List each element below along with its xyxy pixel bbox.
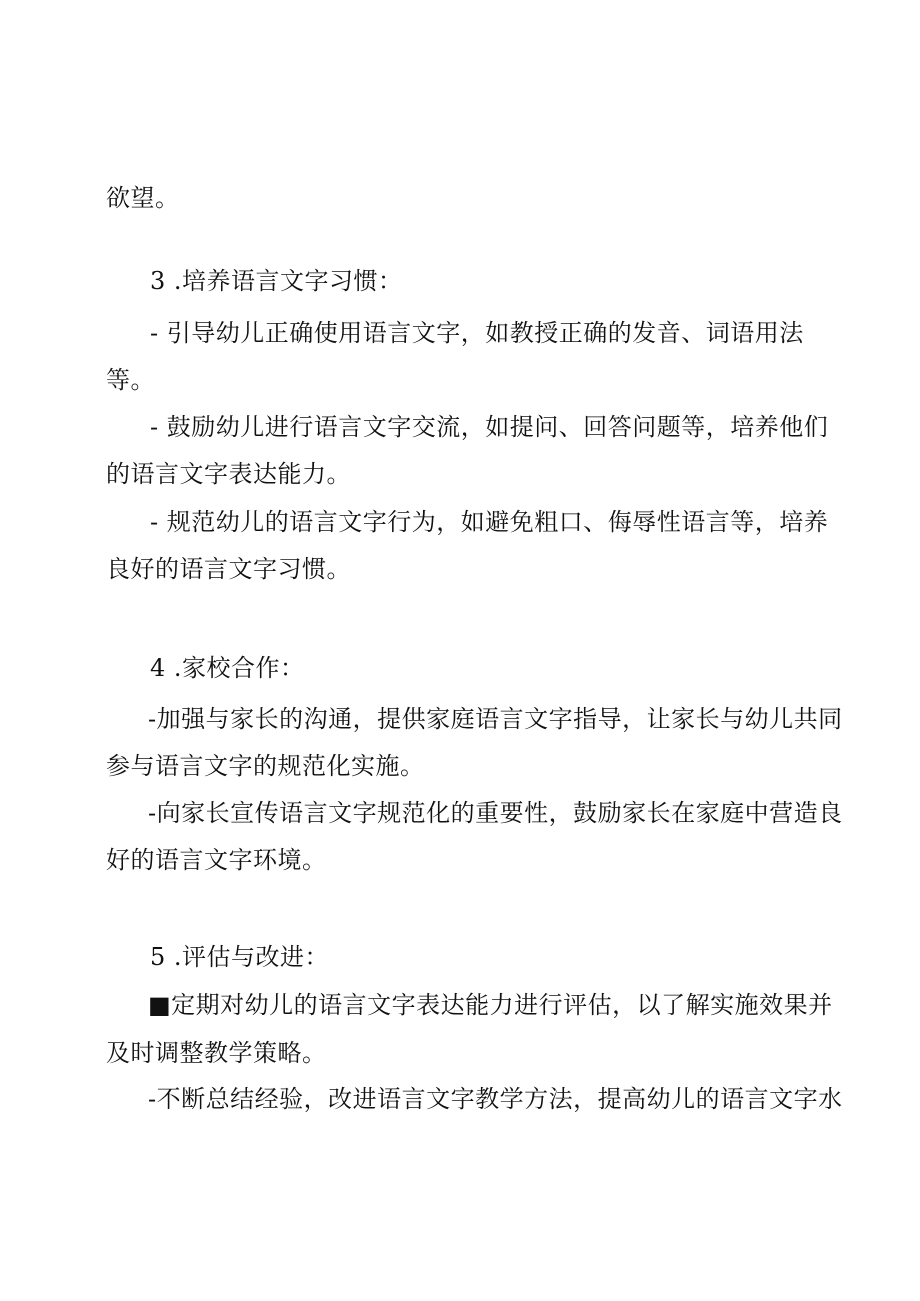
section-3-heading: 3 .培养语言文字习惯： xyxy=(150,267,403,295)
section-3-item-1-line-1: - 引导幼儿正确使用语言文字，如教授正确的发音、词语用法 xyxy=(150,319,804,347)
section-3-item-2-line-1: - 鼓励幼儿进行语言文字交流，如提问、回答问题等，培养他们 xyxy=(150,413,829,441)
section-5-item-1-line-2: 及时调整教学策略。 xyxy=(106,1039,327,1067)
section-4-item-2-line-2: 好的语言文字环境。 xyxy=(106,846,327,874)
intro-tail: 欲望。 xyxy=(106,184,180,212)
section-4-heading: 4 .家校合作： xyxy=(150,654,305,682)
section-5-heading: 5 .评估与改进： xyxy=(150,943,330,971)
section-4-item-1-line-2: 参与语言文字的规范化实施。 xyxy=(106,752,425,780)
section-3-item-1-line-2: 等。 xyxy=(106,366,155,394)
section-3-item-3-line-2: 良好的语言文字习惯。 xyxy=(106,555,351,583)
section-3-item-2-line-2: 的语言文字表达能力。 xyxy=(106,460,351,488)
section-3-item-3-line-1: - 规范幼儿的语言文字行为，如避免粗口、侮辱性语言等，培养 xyxy=(150,508,829,536)
section-4-item-2-line-1: -向家长宣传语言文字规范化的重要性，鼓励家长在家庭中营造良 xyxy=(148,799,843,827)
section-5-item-2-line-1: -不断总结经验，改进语言文字教学方法，提高幼儿的语言文字水 xyxy=(148,1085,843,1113)
section-5-item-1-line-1: ■定期对幼儿的语言文字表达能力进行评估，以了解实施效果并 xyxy=(148,991,833,1019)
section-4-item-1-line-1: -加强与家长的沟通，提供家庭语言文字指导，让家长与幼儿共同 xyxy=(148,705,843,733)
